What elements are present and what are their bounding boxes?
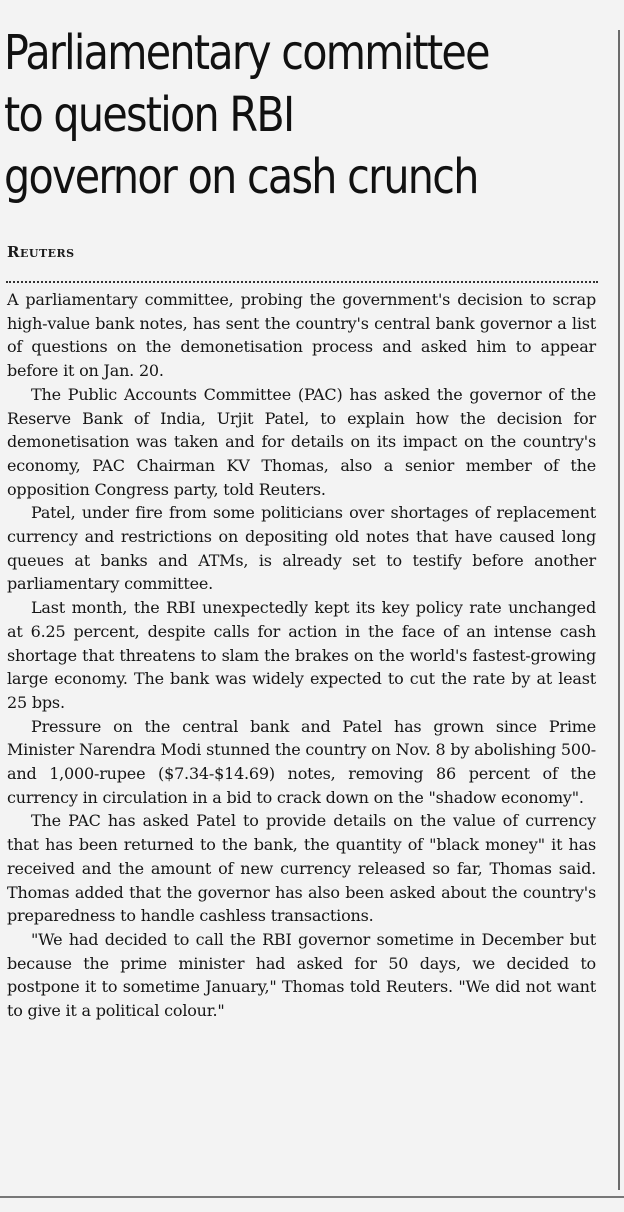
article-paragraph: Pressure on the central bank and Patel has grown since Prime Minister Narendra Modi stunned the country on Nov. 8 by abolishing 500- and 1,000-rupee ($7.34-$14.69) notes, removing 86 percent of the currency in circulation in a bid to crack down on the "shadow economy". [7,716,597,807]
article-paragraph: The PAC has asked Patel to provide details on the value of currency that has been returned to the bank, the quantity of "black money" it has received and the amount of new currency released so far, Thomas said. Thomas added that the governor has also been asked about the country's preparedness to handle cashless transactions. [7,811,596,926]
article-body [7,288,596,1023]
article-paragraph: A parliamentary committee, probing the government's decision to scrap high-value bank notes, has sent the country's central bank governor a list of questions on the demonetisation process and asked him to appear before it on Jan. 20. [7,290,596,381]
headline-line: to question RBI [4,87,294,143]
headline-line: governor on cash crunch [4,149,478,205]
article-paragraph: The Public Accounts Committee (PAC) has asked the governor of the Reserve Bank of India, Urjit Patel, to explain how the decision for demonetisation was taken and for details on its impact on the country's economy, PAC Chairman KV Thomas, also a senior member of the opposition Congress party, told Reuters. [7,384,596,499]
column-rule [618,30,620,1190]
bottom-rule [0,1196,624,1198]
dotted-divider [6,281,598,283]
byline: Reuters [7,243,75,261]
headline-line: Parliamentary committee [4,25,489,81]
article-paragraph: Last month, the RBI unexpectedly kept its key policy rate unchanged at 6.25 percent, despite calls for action in the face of an intense cash shortage that threatens to slam the brakes on the world's fastest-growing large economy. The bank was widely expected to cut the rate by at least 25 bps. [7,598,596,712]
article-paragraph: Patel, under fire from some politicians over shortages of replacement currency and restrictions on depositing old notes that have caused long queues at banks and ATMs, is already set to testify before another parliamentary committee. [7,503,596,594]
article-paragraph: "We had decided to call the RBI governor sometime in December but because the prime minister had asked for 50 days, we decided to postpone it to sometime January," Thomas told Reuters. "We did not want to give it a political colour." [7,929,596,1021]
headline [4,22,520,208]
